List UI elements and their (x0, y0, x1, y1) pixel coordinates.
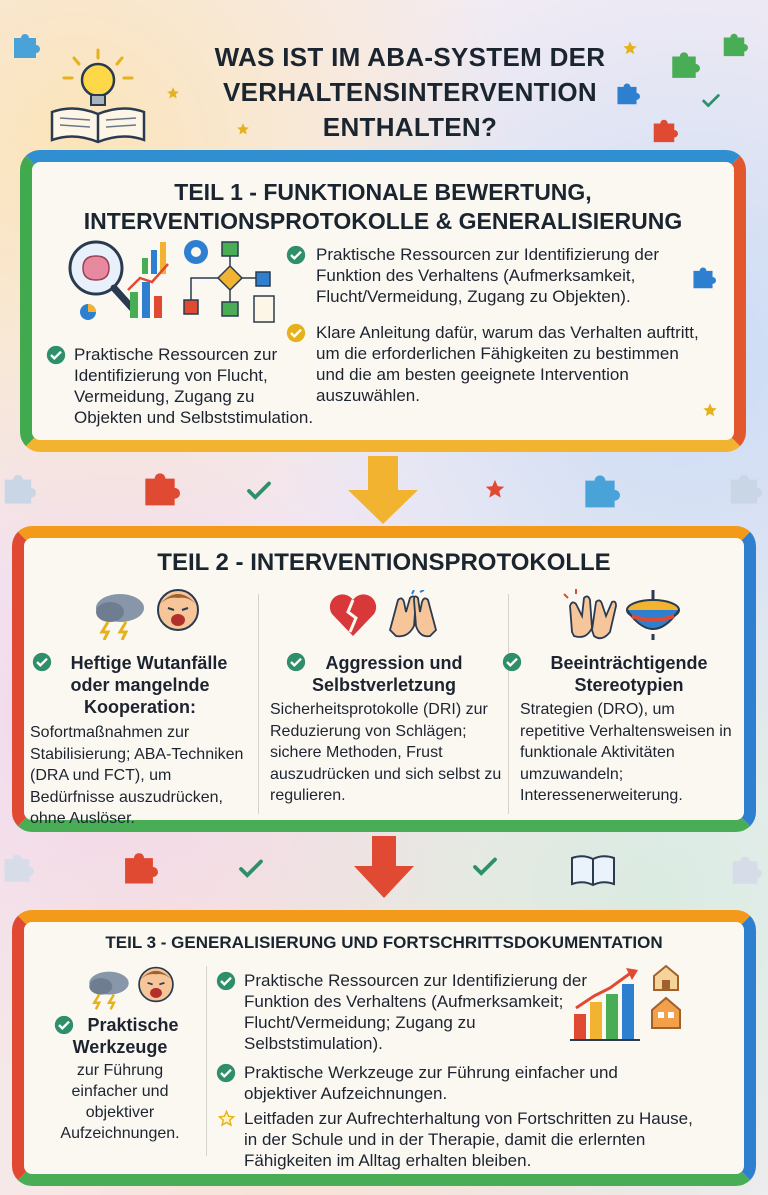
check-circle-icon (216, 1063, 236, 1083)
down-arrow-icon (352, 836, 416, 900)
broken-heart-icon (326, 592, 380, 640)
teil3-title: TEIL 3 - GENERALISIERUNG UND FORTSCHRITTSDOKUMENTATION (105, 933, 663, 952)
puzzle-piece-icon (728, 852, 762, 886)
teil2-title: TEIL 2 - INTERVENTIONSPROTOKOLLE (157, 549, 611, 576)
star-icon (218, 1110, 235, 1127)
child-icon (134, 964, 178, 1010)
clapping-hands-icon (562, 588, 620, 642)
spinning-top-icon (622, 588, 684, 642)
puzzle-piece-icon (720, 30, 748, 58)
teil3-bullet-3: Leitfaden zur Aufrechterhaltung von Fortschritten zu Hause, in der Schule und in der Therapie, damit die erlernten Fähigkeiten im Alltag erhalten bleiben. (216, 1108, 706, 1171)
teil2-col1-body: Sofortmaßnahmen zur Stabilisierung; ABA-Techniken (DRA und FCT), um Bedürfnisse auszudrücken, ohne Auslöser. (30, 724, 244, 827)
check-circle-icon (286, 323, 306, 343)
teil2-col2-heading: Aggression und Selbstverletzung (274, 652, 494, 696)
teil2-col1-heading: Heftige Wutanfälle oder mangelnde Kooperation: (30, 652, 250, 718)
teil1-title: TEIL 1 - FUNKTIONALE BEWERTUNG, INTERVENTIONSPROTOKOLLE & GENERALISIERUNG (83, 179, 683, 234)
check-circle-icon (54, 1015, 74, 1035)
puzzle-piece-icon (580, 470, 620, 510)
check-icon (236, 854, 266, 884)
check-icon (244, 476, 274, 506)
star-icon (484, 478, 506, 500)
check-circle-icon (216, 971, 236, 991)
growth-bar-chart-icon (566, 964, 692, 1044)
hands-icon (384, 590, 442, 642)
teil2-col3-body: Strategien (DRO), um repetitive Verhaltensweisen in funktionale Aktivitäten umzuwandeln; Interessenerweiterung. (520, 701, 732, 804)
puzzle-piece-icon (0, 470, 36, 506)
puzzle-piece-icon (690, 264, 716, 290)
puzzle-piece-icon (140, 468, 180, 508)
check-circle-icon (286, 652, 306, 672)
teil3-bullet-1: Praktische Ressourcen zur Identifizierung der Funktion des Verhaltens (Aufmerksamkeit; Flucht/Vermeidung; Zugang zu Selbststimulation). (216, 970, 596, 1054)
column-divider (258, 594, 259, 814)
star-icon (702, 402, 718, 418)
open-book-icon (568, 850, 618, 890)
check-circle-icon (46, 345, 66, 365)
storm-cloud-icon (92, 588, 148, 640)
puzzle-piece-icon (10, 30, 40, 60)
page-title: WAS IST IM ABA-SYSTEM DER VERHALTENSINTERVENTION ENTHALTEN? (214, 42, 606, 142)
puzzle-piece-icon (0, 850, 34, 884)
teil2-col3-heading: Beeinträchtigende Stereotypien (516, 652, 742, 696)
brain-magnifier-chart-icon (58, 234, 178, 324)
check-icon (470, 852, 500, 882)
crying-child-icon (152, 586, 204, 640)
check-icon (700, 90, 722, 112)
teil1-bullet-2: Klare Anleitung dafür, warum das Verhalten auftritt, um die erforderlichen Fähigkeiten zu bestimmen und die am besten geeignete Intervention auszuwählen. (288, 322, 708, 406)
lightbulb-book-icon (48, 46, 148, 146)
teil1-bullet-1: Praktische Ressourcen zur Identifizierung der Funktion des Verhaltens (Aufmerksamkeit, Flucht/Vermeidung, Zugang zu Objekten). (288, 244, 708, 307)
teil2-col2-body: Sicherheitsprotokolle (DRI) zur Reduzierung von Schlägen; sichere Methoden, Frust auszudrücken und sich selbst zu regulieren. (270, 701, 502, 804)
teil3-left-block: Praktische Werkzeuge zur Führung einfacher und objektiver Aufzeichnungen. (40, 1014, 200, 1144)
down-arrow-icon (346, 456, 420, 526)
teil1-bullet-3: Praktische Ressourcen zur Identifizierung von Flucht, Vermeidung, Zugang zu Objekten und Selbststimulation. (48, 344, 318, 428)
column-divider (508, 594, 509, 814)
column-divider (206, 966, 207, 1156)
teil3-bullet-2: Praktische Werkzeuge zur Führung einfacher und objektiver Aufzeichnungen. (216, 1062, 686, 1104)
check-circle-icon (32, 652, 52, 672)
puzzle-piece-icon (120, 848, 158, 886)
storm-cloud-icon (86, 966, 132, 1010)
check-circle-icon (286, 245, 306, 265)
check-circle-icon (502, 652, 522, 672)
puzzle-piece-icon (726, 470, 762, 506)
flowchart-gear-icon (178, 236, 282, 326)
